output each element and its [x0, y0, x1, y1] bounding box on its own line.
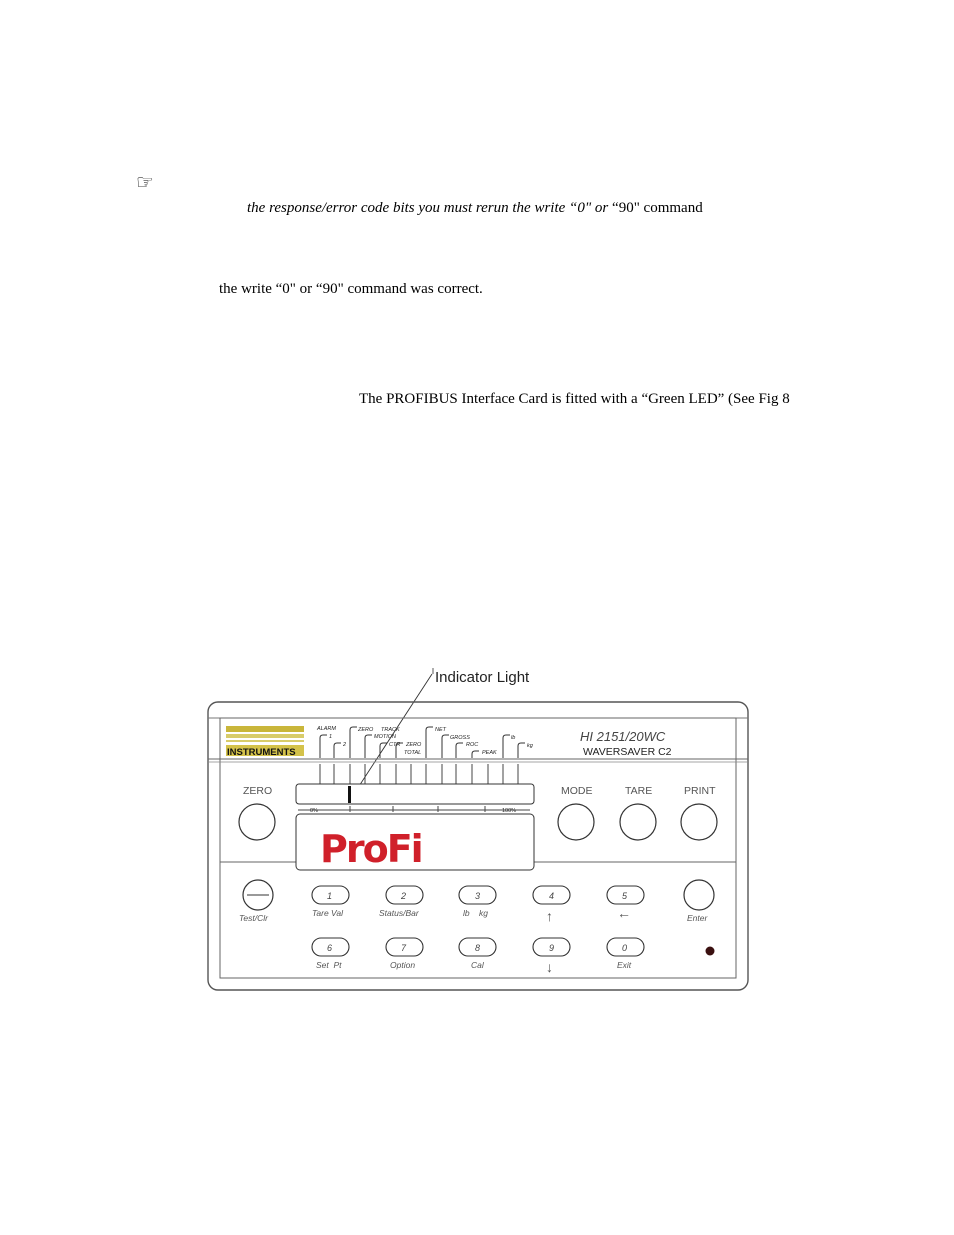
annunciator-alarm-1: 1 [329, 734, 333, 740]
annunciator-track: TRACK [381, 727, 400, 733]
key-8-caption: Cal [471, 960, 484, 970]
left-arrow-icon: ← [617, 905, 631, 921]
key-3-caption: lb kg [463, 908, 489, 918]
key-9-label: 9 [549, 943, 555, 953]
annunciator-motion: MOTION [374, 734, 396, 740]
key-2-caption: Status/Bar [379, 908, 419, 918]
tare-button[interactable] [620, 804, 656, 840]
front-panel-figure [200, 660, 760, 1000]
annunciator-net: NET [435, 727, 446, 733]
key-7-caption: Option [390, 960, 416, 970]
annunciator-total: TOTAL [404, 750, 422, 756]
product-name: WAVERSAVER C2 [583, 746, 672, 758]
annunciator-peak: PEAK [482, 750, 497, 756]
pointing-hand-icon: ☞ [136, 170, 154, 194]
key-3-label: 3 [475, 891, 481, 901]
annunciator-kg: kg [527, 743, 533, 749]
brand-logo-text: INSTRUMENTS [227, 747, 296, 758]
brand-logo [226, 726, 304, 758]
key-2-label: 2 [401, 891, 407, 901]
callout-label: Indicator Light [435, 669, 530, 686]
test-clr-caption: Test/Clr [239, 913, 268, 923]
bargraph-scale [298, 806, 530, 812]
up-arrow-icon: ↑ [546, 908, 553, 924]
zero-button[interactable] [239, 804, 275, 840]
annunciator-columns [320, 764, 518, 784]
zero-button-label: ZERO [243, 785, 273, 797]
mode-button[interactable] [558, 804, 594, 840]
annunciator-alarm-2: 2 [343, 742, 347, 748]
enter-key[interactable] [684, 880, 714, 910]
annunciator-zero: ZERO [358, 727, 374, 733]
note-line-1 [247, 199, 703, 217]
key-1-caption: Tare Val [312, 908, 344, 918]
annunciator-roc: ROC [466, 742, 479, 748]
indicator-light-bar [348, 786, 351, 803]
print-button[interactable] [681, 804, 717, 840]
display-text: ProFi [320, 827, 422, 871]
annunciator-ctr: CTR [389, 742, 401, 748]
key-6-label: 6 [327, 943, 333, 953]
bargraph-min-label: 0% [310, 808, 318, 814]
annunciator-labels [316, 726, 534, 756]
key-7-label: 7 [401, 943, 407, 953]
mode-button-label: MODE [561, 785, 593, 797]
key-5-label: 5 [622, 891, 628, 901]
key-0-label: 0 [622, 943, 628, 953]
bargraph-max-label: 100% [502, 808, 517, 814]
note-line-1-italic: the response/error code bits you must rerun the write “0" or [247, 200, 609, 216]
tare-button-label: TARE [625, 785, 653, 797]
bargraph-window [296, 784, 534, 804]
key-4-label: 4 [549, 891, 555, 901]
note-line-2: the write “0" or “90" command was correct. [219, 281, 483, 297]
key-0-caption: Exit [617, 960, 632, 970]
model-label: HI 2151/20WC [580, 729, 666, 744]
note-line-1-normal: “90" command [608, 200, 703, 216]
print-button-label: PRINT [684, 785, 716, 797]
body-paragraph: The PROFIBUS Interface Card is fitted with a “Green LED” (See Fig 8 [359, 391, 790, 407]
annunciator-zero-2: ZERO [406, 742, 422, 748]
annunciator-alarm: ALARM [317, 726, 336, 732]
status-led-icon [706, 947, 715, 956]
key-6-caption: Set Pt [316, 960, 342, 970]
key-8-label: 8 [475, 943, 481, 953]
key-1-label: 1 [327, 891, 333, 901]
annunciator-gross: GROSS [450, 735, 470, 741]
down-arrow-icon: ↓ [546, 959, 553, 975]
enter-caption: Enter [687, 913, 708, 923]
annunciator-lb: lb [511, 735, 516, 741]
